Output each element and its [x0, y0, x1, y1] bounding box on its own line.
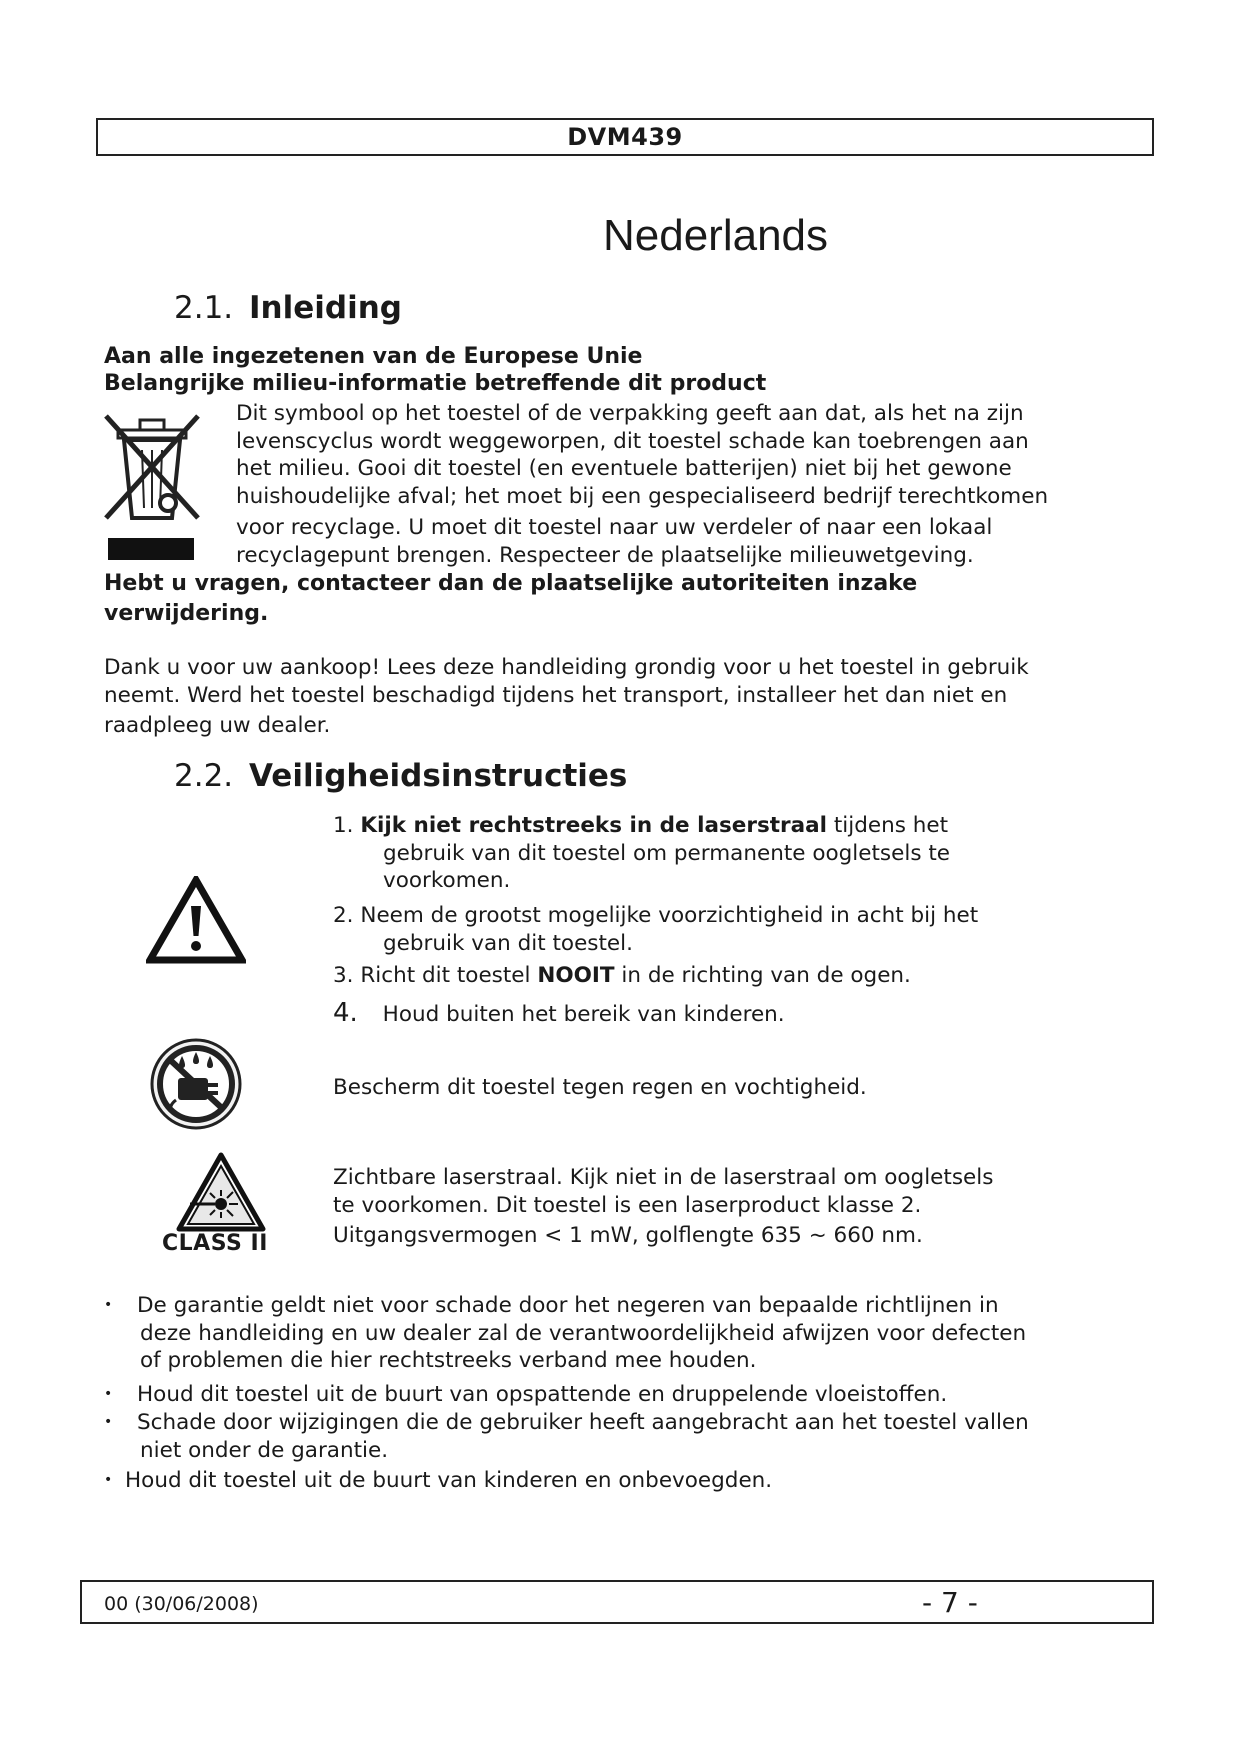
header-model: DVM439 [567, 123, 683, 151]
bullet-line: Schade door wijzigingen die de gebruiker heeft aangebracht aan het toestel vallen [137, 1410, 1029, 1435]
laser-line: te voorkomen. Dit toestel is een laserproduct klasse 2. [333, 1192, 922, 1218]
bullet-icon: • [104, 1386, 113, 1402]
no-water-icon [148, 1036, 244, 1132]
bullet-line: niet onder de garantie. [140, 1437, 389, 1463]
footer-page-number: - 7 - [922, 1586, 978, 1619]
footer-revision: 00 (30/06/2008) [104, 1593, 259, 1615]
section-heading-veiligheid [174, 756, 627, 796]
class-label: CLASS II [162, 1231, 268, 1256]
section-heading-inleiding [174, 288, 402, 328]
laser-line: Uitgangsvermogen < 1 mW, golflengte 635 ~ 660 nm. [333, 1223, 923, 1248]
questions-line-2: verwijdering. [104, 601, 269, 626]
bullet-line: Houd dit toestel uit de buurt van opspattende en druppelende vloeistoffen. [137, 1382, 948, 1407]
environment-info-line: Belangrijke milieu-informatie betreffende dit product [104, 371, 767, 396]
list-number: 2. [333, 903, 354, 928]
language-title: Nederlands [602, 211, 829, 260]
section-number: 2.1. [174, 290, 234, 326]
weee-text [236, 400, 1136, 569]
list-continuation: voorkomen. [383, 868, 511, 893]
section-title: Inleiding [249, 290, 402, 326]
weee-line: recyclagepunt brengen. Respecteer de plaatselijke milieuwetgeving. [236, 542, 974, 568]
thanks-line: raadpleeg uw dealer. [104, 713, 331, 738]
weee-line: het milieu. Gooi dit toestel (en eventuele batterijen) niet bij het gewone [236, 456, 1012, 481]
bullet-icon: • [104, 1297, 113, 1313]
weee-bin-icon [102, 410, 202, 570]
eu-residents-line: Aan alle ingezetenen van de Europese Unie [104, 344, 643, 369]
list-text: Richt dit toestel [360, 963, 538, 988]
bullet-item [104, 1467, 1164, 1495]
weee-line: levenscyclus wordt weggeworpen, dit toestel schade kan toebrengen aan [236, 428, 1029, 454]
bullet-icon: • [104, 1414, 113, 1430]
footer-box [80, 1580, 1154, 1624]
list-item [333, 1000, 1133, 1029]
rain-warning-text: Bescherm dit toestel tegen regen en vochtigheid. [333, 1075, 867, 1100]
bullet-icon: • [104, 1472, 113, 1488]
header-model-box [96, 118, 1154, 156]
list-continuation: gebruik van dit toestel om permanente oogletsels te [383, 840, 951, 866]
list-number: 1. [333, 813, 354, 838]
bullet-line: deze handleiding en uw dealer zal de verantwoordelijkheid afwijzen voor defecten [140, 1320, 1027, 1346]
bullet-line: of problemen die hier rechtstreeks verband mee houden. [140, 1348, 757, 1373]
list-item [333, 902, 1133, 957]
weee-line: huishoudelijke afval; het moet bij een gespecialiseerd bedrijf terechtkomen [236, 483, 1049, 509]
weee-line: voor recyclage. U moet dit toestel naar uw verdeler of naar een lokaal [236, 515, 993, 540]
list-item [333, 812, 1133, 895]
laser-text [333, 1164, 1153, 1250]
questions-line: Hebt u vragen, contacteer dan de plaatselijke autoriteiten inzake [104, 571, 918, 596]
warning-exclamation-icon [146, 876, 246, 964]
list-continuation: gebruik van dit toestel. [383, 930, 633, 956]
bullet-item [104, 1381, 1164, 1409]
thanks-line: Dank u voor uw aankoop! Lees deze handleiding grondig voor u het toestel in gebruik [104, 655, 1029, 680]
list-text: tijdens het [827, 813, 949, 838]
bullet-item [104, 1292, 1164, 1375]
section-number: 2.2. [174, 758, 234, 794]
section-title: Veiligheidsinstructies [249, 758, 628, 794]
bullet-line: Houd dit toestel uit de buurt van kinderen en onbevoegden. [125, 1468, 773, 1493]
thanks-paragraph [104, 654, 1164, 740]
bullet-item [104, 1409, 1164, 1464]
list-number: 4. [333, 998, 358, 1028]
list-text: Houd buiten het bereik van kinderen. [382, 1002, 785, 1027]
list-bold: NOOIT [537, 963, 615, 988]
list-text: Neem de grootst mogelijke voorzichtigheid in acht bij het [360, 903, 979, 928]
list-text: in de richting van de ogen. [614, 963, 911, 988]
weee-line: Dit symbool op het toestel of de verpakking geeft aan dat, als het na zijn [236, 401, 1024, 426]
list-item [333, 962, 1133, 990]
laser-line: Zichtbare laserstraal. Kijk niet in de laserstraal om oogletsels [333, 1165, 994, 1190]
list-number: 3. [333, 963, 354, 988]
bullet-line: De garantie geldt niet voor schade door het negeren van bepaalde richtlijnen in [137, 1293, 999, 1318]
laser-warning-icon [176, 1152, 266, 1232]
list-bold: Kijk niet rechtstreeks in de laserstraal [360, 813, 828, 838]
thanks-line: neemt. Werd het toestel beschadigd tijdens het transport, installeer het dan niet en [104, 682, 1008, 708]
